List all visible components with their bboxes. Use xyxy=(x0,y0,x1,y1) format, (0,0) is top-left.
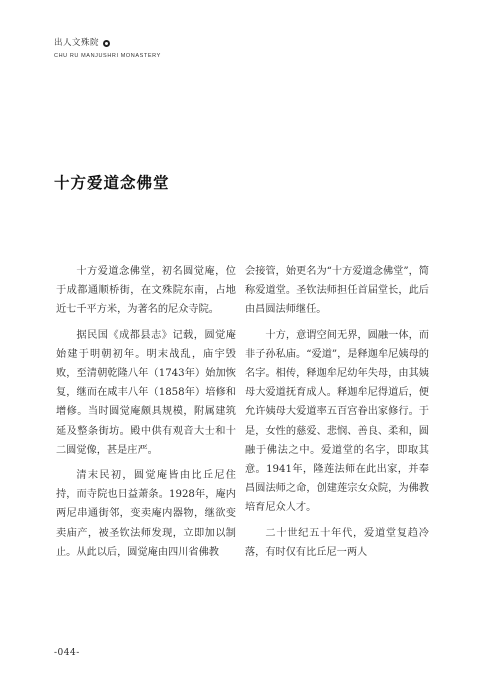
running-header xyxy=(54,38,161,59)
paragraph-continued: 会接管，始更名为“十方爱道念佛堂”，简称爱道堂。圣钦法师担任首届堂长，此后由昌圆法师继任。 xyxy=(245,266,429,316)
left-column xyxy=(56,262,236,562)
paragraph: 十方爱道念佛堂，初名圆觉庵，位于成都通顺桥街，在文殊院东南，占地近七千平方米，为著名的尼众寺院。 xyxy=(56,266,236,316)
paragraph: 据民国《成都县志》记载，圆觉庵始建于明朝初年。明末战乱，庙宇毁败，至清朝乾隆八年（1743年）始加恢复，继而在咸丰八年（1858年）培修和增修。当时圆觉庵颇具规模，附属建筑延及整条街坊。殿中供有观音大士和十二圆觉像，甚是庄严。 xyxy=(56,329,236,456)
section-title-en: CHU RU MANJUSHRI MONASTERY xyxy=(54,53,161,59)
paragraph: 十方，意谓空间无界，圆融一体，而非子孙私庙。“爱道”，是释迦牟尼姨母的名字。相传，释迦牟尼幼年失母，由其姨母大爱道抚育成人。释迦牟尼得道后，便允许姨母大爱道率五百宫眷出家修行。于是，女性的慈爱、悲悯、善良、柔和，圆融于佛法之中。爱道堂的名字，即取其意。1941年，隆莲法师在此出家，并奉昌圆法师之命，创建莲宗女众院，为佛教培育尼众人才。 xyxy=(245,329,429,514)
circle-dot-icon xyxy=(103,40,110,47)
section-title-cn xyxy=(54,38,161,49)
page-number: -044- xyxy=(54,648,80,658)
paragraph: 清末民初，圆觉庵皆由比丘尼住持，而寺院也日益萧条。1928年，庵内两尼串通街邻，变卖庵内器物，继欲变卖庙产，被圣钦法师发现，立即加以制止。从此以后，圆觉庵由四川省佛教 xyxy=(56,470,236,558)
article-title: 十方爱道念佛堂 xyxy=(54,173,170,192)
section-title-cn-text: 出人文殊院 xyxy=(54,38,100,48)
right-column xyxy=(245,262,429,562)
paragraph: 二十世纪五十年代，爱道堂复趋冷落，有时仅有比丘尼一两人 xyxy=(245,527,429,558)
